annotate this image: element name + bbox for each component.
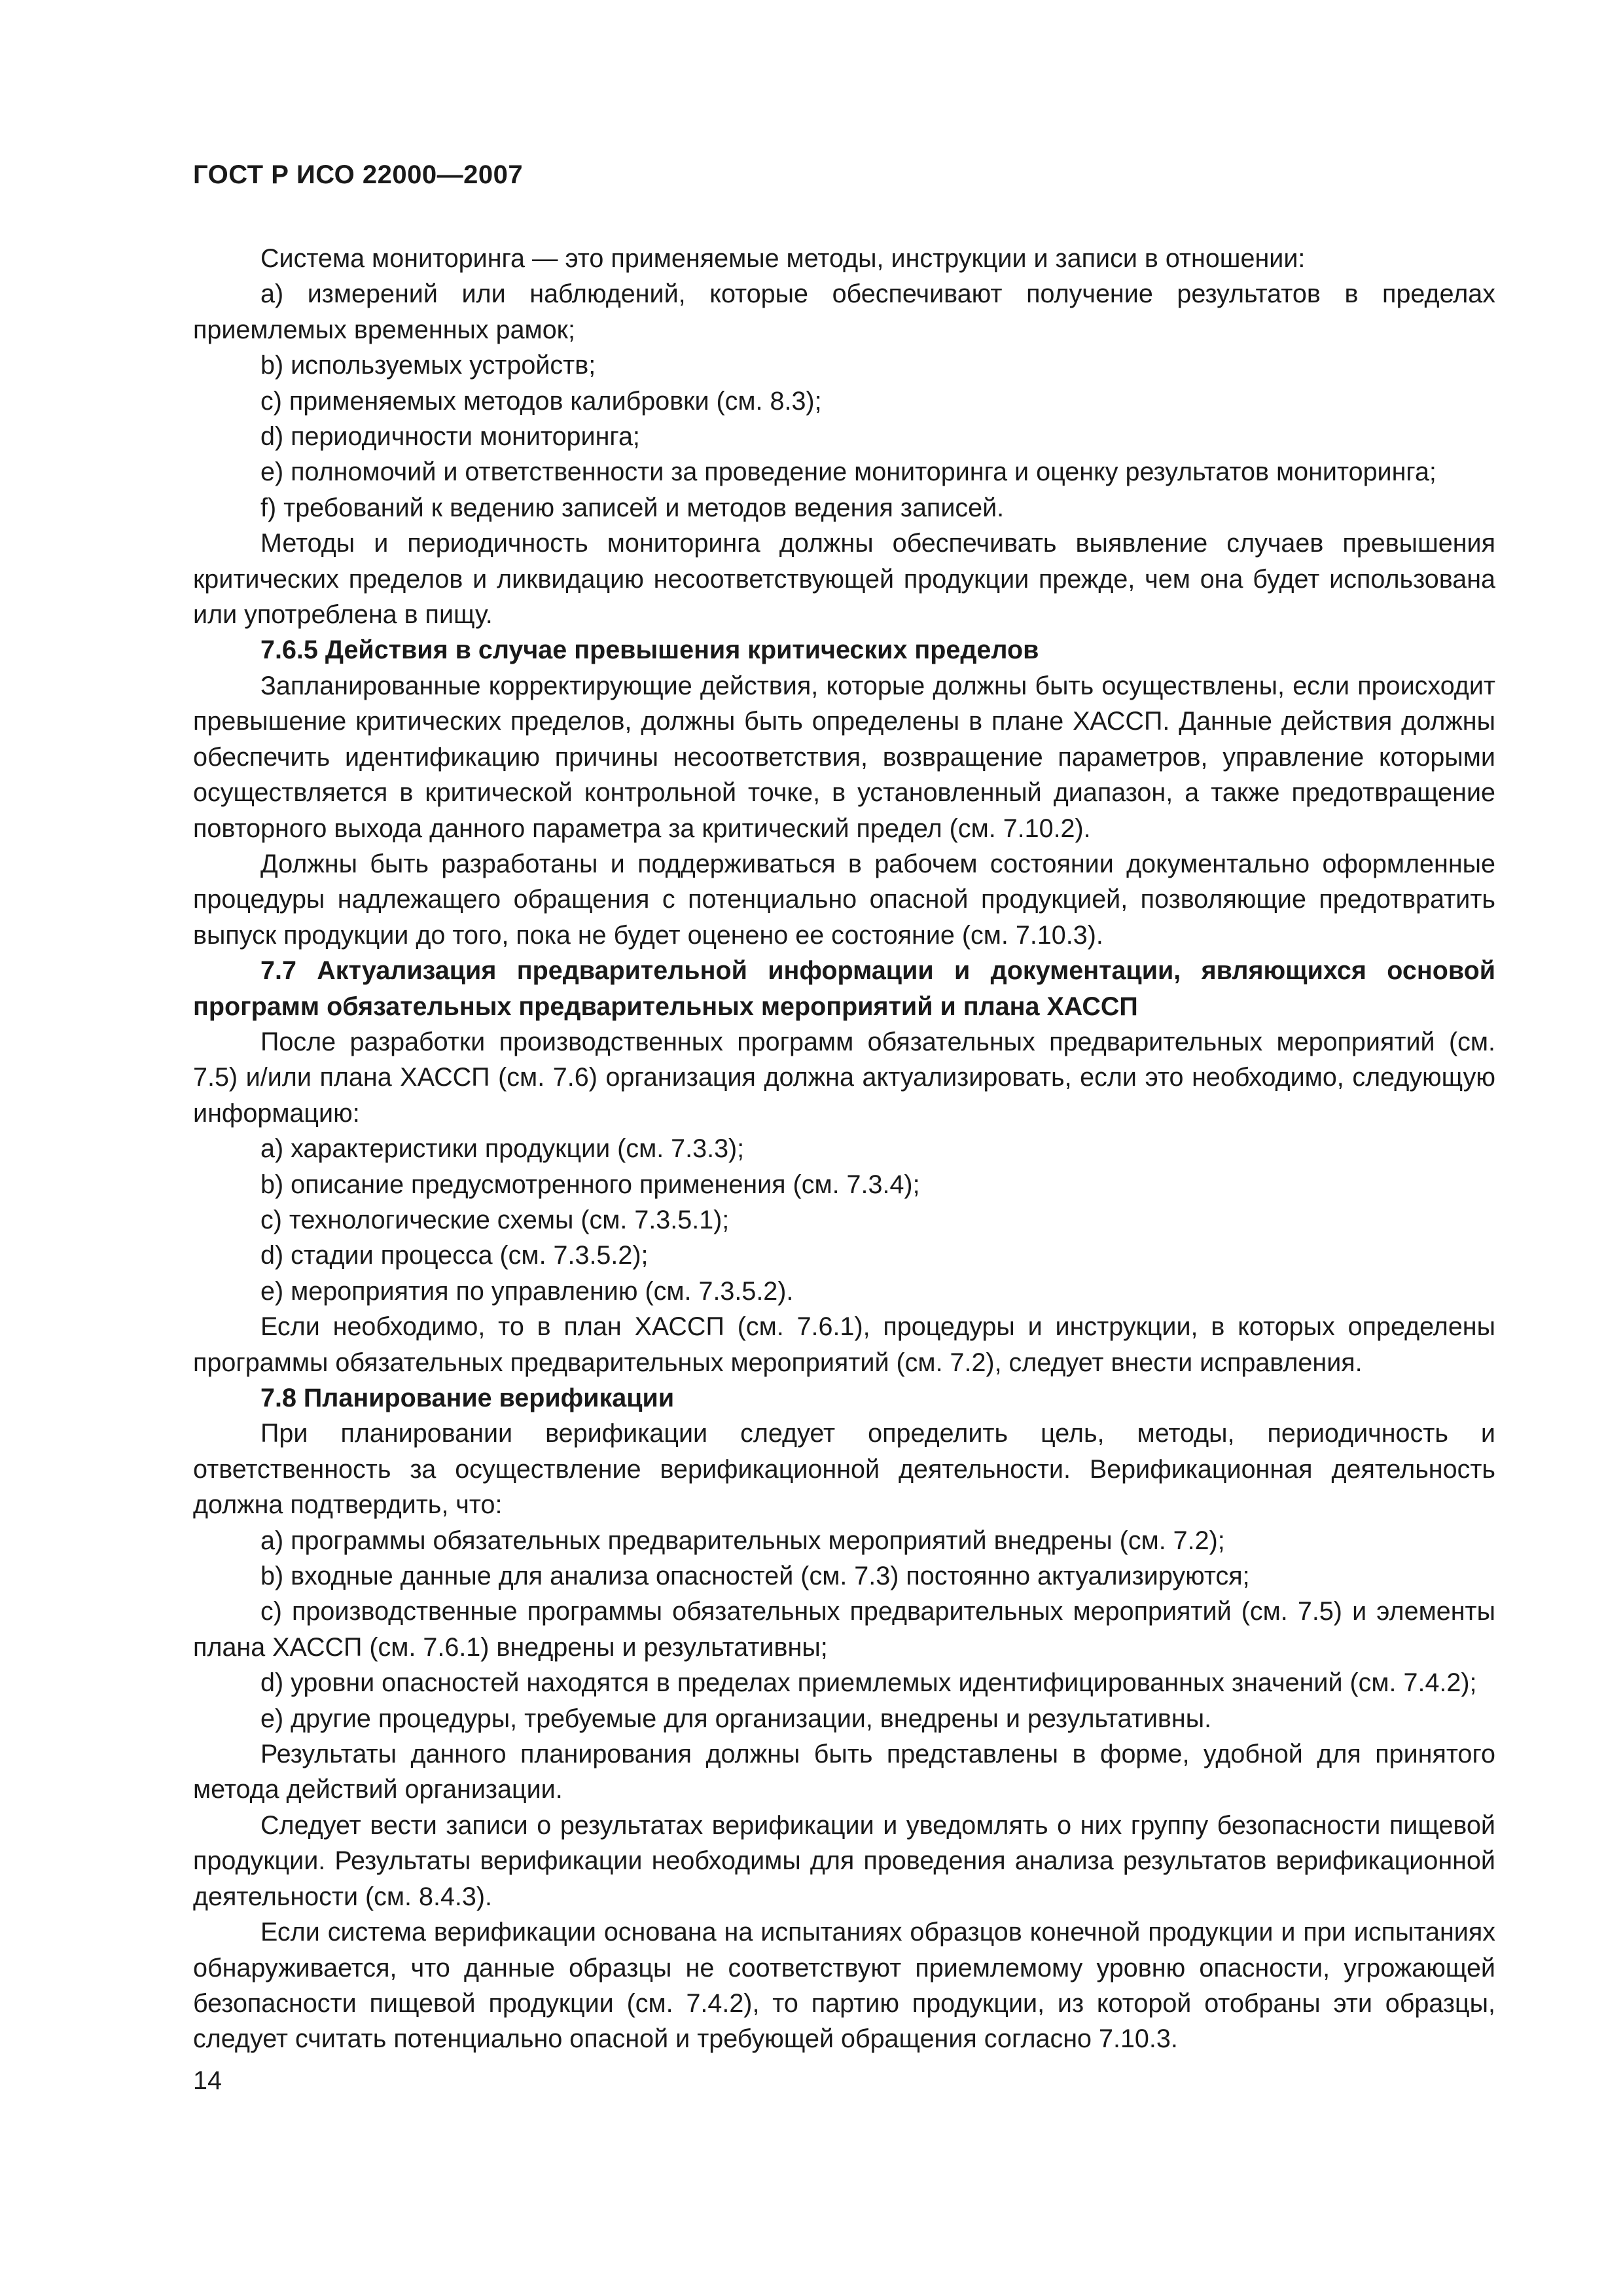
- list-item: c) производственные программы обязательных предварительных мероприятий (см. 7.5) и элементы плана ХАССП (см. 7.6.1) внедрены и результативны;: [193, 1597, 1495, 1662]
- list-item: a) программы обязательных предварительных мероприятий внедрены (см. 7.2);: [260, 1526, 1225, 1555]
- document-header: ГОСТ Р ИСО 22000—2007: [193, 160, 524, 189]
- paragraph: Следует вести записи о результатах верификации и уведомлять о них группу безопасности пищевой продукции. Результаты верификации необходимы для проведения анализа результатов верификационной деятельности (см. 8.4.3).: [193, 1810, 1495, 1911]
- paragraph: Результаты данного планирования должны быть представлены в форме, удобной для принятого метода действий организации.: [193, 1740, 1495, 1804]
- list-item: b) используемых устройств;: [260, 351, 596, 380]
- list-item: a) измерений или наблюдений, которые обеспечивают получение результатов в пределах приемлемых временных рамок;: [193, 279, 1495, 344]
- list-item: b) входные данные для анализа опасностей (см. 7.3) постоянно актуализируются;: [260, 1562, 1250, 1591]
- list-item: d) стадии процесса (см. 7.3.5.2);: [260, 1241, 649, 1270]
- paragraph: Если система верификации основана на испытаниях образцов конечной продукции и при испытаниях обнаруживается, что данные образцы не соответствуют приемлемому уровню опасности, угрожающей безопасности пищевой продукции (см. 7.4.2), то партию продукции, из которой отобраны эти образцы, следует считать потенциально опасной и требующей обращения согласно 7.10.3.: [193, 1918, 1495, 2054]
- paragraph: При планировании верификации следует определить цель, методы, периодичность и ответственность за осуществление верификационной деятельности. Верификационная деятельность должна подтвердить, что:: [193, 1419, 1495, 1520]
- document-body: [193, 241, 1495, 2057]
- list-item: d) уровни опасностей находятся в пределах приемлемых идентифицированных значений (см. 7.4.2);: [260, 1668, 1477, 1698]
- paragraph: Если необходимо, то в план ХАССП (см. 7.6.1), процедуры и инструкции, в которых определены программы обязательных предварительных мероприятий (см. 7.2), следует внести исправления.: [193, 1312, 1495, 1377]
- list-item: a) характеристики продукции (см. 7.3.3);: [260, 1134, 745, 1164]
- section-heading: 7.6.5 Действия в случае превышения критических пределов: [260, 636, 1039, 665]
- section-heading: 7.7 Актуализация предварительной информации и документации, являющихся основой программ обязательных предварительных мероприятий и плана ХАССП: [193, 956, 1495, 1021]
- paragraph: После разработки производственных программ обязательных предварительных мероприятий (см. 7.5) и/или плана ХАССП (см. 7.6) организация должна актуализировать, если это необходимо, следующую информацию:: [193, 1027, 1495, 1128]
- page-number: 14: [193, 2066, 222, 2095]
- list-item: e) полномочий и ответственности за проведение мониторинга и оценку результатов мониторинга;: [260, 457, 1436, 487]
- list-item: e) другие процедуры, требуемые для организации, внедрены и результативны.: [260, 1704, 1212, 1733]
- paragraph: Система мониторинга — это применяемые методы, инструкции и записи в отношении:: [260, 244, 1306, 273]
- list-item: c) применяемых методов калибровки (см. 8.3);: [260, 386, 822, 416]
- list-item: f) требований к ведению записей и методов ведения записей.: [260, 493, 1005, 522]
- list-item: b) описание предусмотренного применения (см. 7.3.4);: [260, 1170, 920, 1199]
- paragraph: Методы и периодичность мониторинга должны обеспечивать выявление случаев превышения критических пределов и ликвидацию несоответствующей продукции прежде, чем она будет использована или употреблена в пищу.: [193, 529, 1495, 630]
- list-item: c) технологические схемы (см. 7.3.5.1);: [260, 1205, 730, 1234]
- section-heading: 7.8 Планирование верификации: [260, 1384, 675, 1412]
- list-item: d) периодичности мониторинга;: [260, 422, 640, 452]
- list-item: e) мероприятия по управлению (см. 7.3.5.2).: [260, 1276, 794, 1306]
- paragraph: Запланированные корректирующие действия, которые должны быть осуществлены, если происходит превышение критических пределов, должны быть определены в плане ХАССП. Данные действия должны обеспечить идентификацию причины несоответствия, возвращение параметров, управление которыми осуществляется в критической контрольной точке, в установленный диапазон, а также предотвращение повторного выхода данного параметра за критический предел (см. 7.10.2).: [193, 671, 1495, 843]
- paragraph: Должны быть разработаны и поддерживаться в рабочем состоянии документально оформленные процедуры надлежащего обращения с потенциально опасной продукцией, позволяющие предотвратить выпуск продукции до того, пока не будет оценено ее состояние (см. 7.10.3).: [193, 849, 1495, 950]
